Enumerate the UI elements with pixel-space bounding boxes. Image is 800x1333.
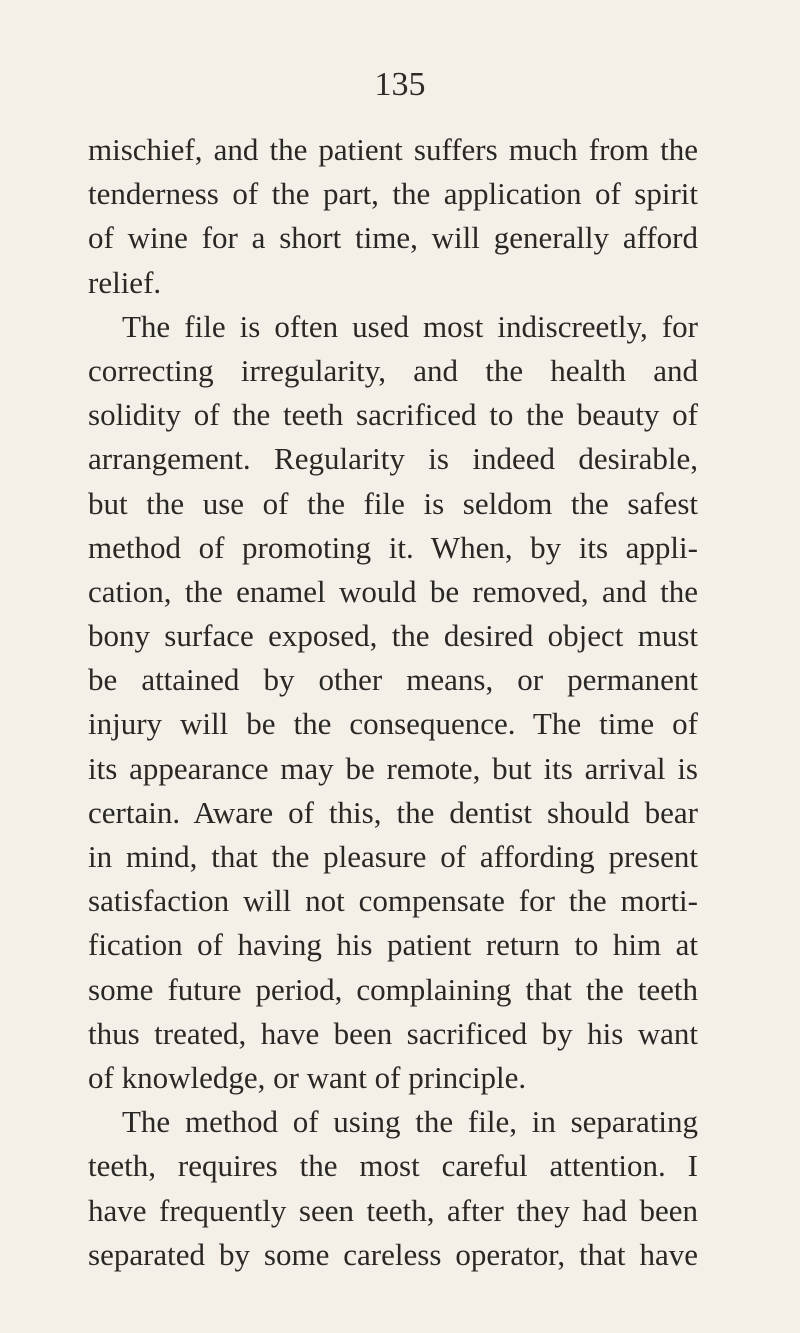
text-line: some future period, complaining that the teeth bbox=[88, 971, 698, 1007]
text-line: teeth, requires the most careful attention. I bbox=[88, 1148, 698, 1184]
text-line: correcting irregularity, and the health and bbox=[88, 352, 698, 388]
text-line: but the use of the file is seldom the safest bbox=[88, 485, 698, 521]
text-line: relief. bbox=[88, 264, 162, 300]
text-line: bony surface exposed, the desired object must bbox=[88, 618, 698, 654]
text-line: of knowledge, or want of principle. bbox=[88, 1059, 527, 1095]
text-line: mischief, and the patient suffers much from the bbox=[88, 132, 698, 167]
page-number: 135 bbox=[374, 66, 426, 103]
paragraph-start-line: The method of using the file, in separating bbox=[122, 1104, 698, 1140]
paragraph-start-line: The file is often used most indiscreetly, for bbox=[122, 308, 698, 344]
text-line: be attained by other means, or permanent bbox=[88, 662, 698, 698]
text-line: its appearance may be remote, but its arrival is bbox=[88, 750, 698, 786]
text-line: solidity of the teeth sacrificed to the beauty of bbox=[88, 397, 698, 433]
text-line: separated by some careless operator, that have bbox=[88, 1236, 698, 1272]
text-line: satisfaction will not compensate for the morti- bbox=[88, 883, 698, 919]
text-line: fication of having his patient return to him at bbox=[88, 927, 698, 963]
text-line: method of promoting it. When, by its appli- bbox=[88, 529, 698, 565]
text-line: have frequently seen teeth, after they had been bbox=[88, 1192, 698, 1228]
text-line: tenderness of the part, the application of spirit bbox=[88, 176, 698, 212]
text-line: injury will be the consequence. The time of bbox=[88, 706, 698, 742]
text-line: arrangement. Regularity is indeed desirable, bbox=[88, 441, 698, 477]
text-line: of wine for a short time, will generally afford bbox=[88, 220, 698, 256]
body-text bbox=[88, 128, 698, 1277]
text-line: cation, the enamel would be removed, and the bbox=[88, 573, 698, 609]
text-line: in mind, that the pleasure of affording present bbox=[88, 839, 698, 874]
text-line: thus treated, have been sacrificed by his want bbox=[88, 1015, 698, 1051]
text-line: certain. Aware of this, the dentist should bear bbox=[88, 794, 698, 830]
